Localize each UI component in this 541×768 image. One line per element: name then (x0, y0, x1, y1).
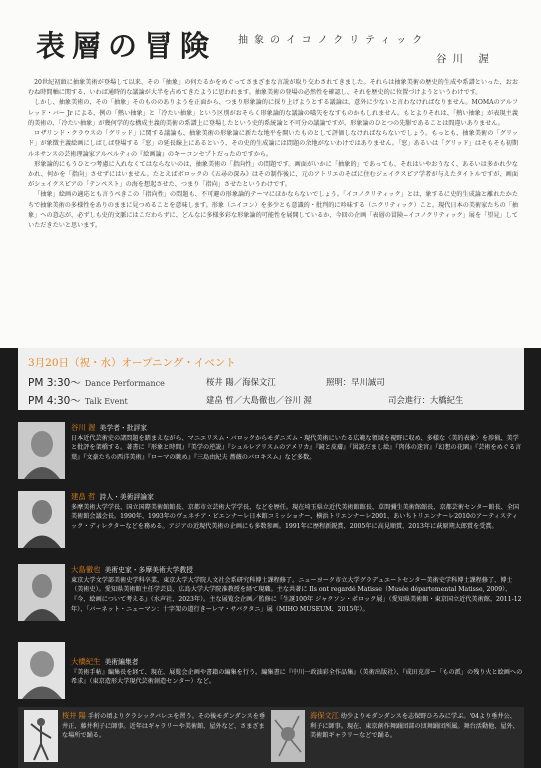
portrait-photo (18, 422, 65, 479)
dancer-body: 手折の頃よりクラシックバレエを習う。その後モダンダンスを垂井正、藤井利子に師事。近年はギャラリーや美術館、屋外など、さまざまな場所で踊る。 (62, 713, 266, 740)
portrait-photo (18, 491, 65, 548)
event-time: PM 3:30〜 (28, 377, 81, 389)
event-row-dance (28, 375, 165, 390)
event-row-talk (28, 393, 128, 408)
event-moderator: 司会進行：大橋紀生 (388, 395, 464, 405)
dancer-photo (271, 710, 305, 762)
essay-paragraph: 「抽象」絵画の適応とも言うべきこの「指向性」の問題も、不可避の形象論的テーマにほかならないでしょう。「イコノクリティック」とは、象するに史的生成論と離れたかたちで抽象美術の多様性をありのままに見つめることを意味します。形象（ニイコン）を多少とも意識的・批判的に吟味する（ニクリティック）こと。現代日本の美術家たちの「抽象」への意志が、必ずしも史的文脈にはこだわらずに、どんなに多様多彩な形象論的可能性を展開しているか、今回の企画「表層の冒険−イコノクリティック」展を「望見」していただきたいと思います。 (28, 191, 518, 230)
profile-body: 東京大学文学部美術史学科卒業、東京大学大学院人文社会系研究科博士課程修了。ニューヨーク市立大学グラデュエートセンター美術史学科博士課程修了、博士（美術史）。愛知県美術館主任学芸員、広島大学大学院准教授を経て現職。主な共著に Ils ont regardé Matisse（Musée départemental Matisse, 2009）、『今、絵画について考える』（水声社、2023年）。主な展覧会企画／監修に「生誕100年 ジャクソン・ポロック展」（愛知県美術館・東京国立近代美術館、2011-12年）、「バーネット・ニューマン：十字架の道行きーレマ・サバクタニ」展（MIHO MUSEUM、2015年）。 (71, 576, 522, 613)
profile-tatehata (18, 491, 523, 557)
essay-section (0, 0, 541, 348)
dancer-body: 幼少よりモダンダンスを志保野ひろみに学ぶ。'04より垂井公、利子に師事。現在、東京創作舞踊団部の団舞踊団所属。舞台活動他、屋外、美術館ギャラリーなどで踊る。 (310, 713, 519, 740)
portrait-photo (18, 642, 65, 699)
event-time: PM 4:30〜 (28, 395, 81, 407)
portrait-photo (18, 564, 65, 621)
profile-body: 多摩美術大学学長、国立国際美術館館長、京都市立芸術大学学長、などを歴任。現在埼玉県立近代美術館館長、草間彌生美術館館長、京都芸術センター館長、全国美術館会議会長。1990年、1993年のヴェネチア・ビエンナーレ日本館コミッショナー、横浜トリエンナーレ2001、あいちトリエンナーレ2010のアーティスティック・ディレクターなどを務める。アジアの近現代美術の企画にも多数参画。1991年に歴程新鋭賞、2005年に高見順賞、2013年に萩原朔太郎賞を受賞。 (71, 503, 520, 531)
profile-name: 建畠 哲 (71, 492, 96, 501)
profile-role: 美術史家・多摩美術大学教授 (104, 566, 193, 574)
dancer-text (62, 710, 267, 741)
profile-text (71, 422, 523, 463)
essay-body (28, 78, 518, 231)
dancer-name: 海保文江 (310, 711, 339, 720)
event-performers: 桜井 陽／海保文江 (206, 377, 276, 387)
profile-role: 美術編集者 (104, 658, 139, 666)
event-lighting: 照明：早川誠司 (326, 377, 385, 387)
essay-paragraph: 20世紀初頭に抽象美術が登場して以来、その「抽象」の何たるかをめぐってさまざまな言説が取り交わされてきました。それらは抽象美術の歴史的生成や系譜といった、おおむね時間軸に関する、いわば通時的な議論が大半を占めてきたように思われます。抽象美術の登場の必然性を確認し、それを歴史的に位置づけようというわけです。 (28, 79, 518, 97)
profile-role: 美学者・批評家 (99, 424, 148, 432)
profile-ohashi (18, 642, 523, 700)
profile-name: 大橋紀生 (71, 657, 101, 666)
dancer-text (310, 710, 520, 741)
profile-text (71, 656, 523, 687)
profile-body: 日本近代芸術史の諸問題を踏まえながら、マニエリスム・バロックからモダニズム・現代美術にいたる広範な領域を視野に収め、多様な〈美的表象〉を渉猟、美学と批評を架橋する。著書に『形象と時間』『美学の逆説』『シュルレアリスムのアメリカ』『鏡と皮膚』『図説だまし絵』『肉体の迷宮』『幻想の花園』『芸術をめぐる言葉』『文豪たちの西洋美術』『ローマの眺め』『三島由紀夫 薔薇のバロキスム』など多数。 (71, 434, 522, 462)
essay-author: 谷川 渥 (436, 53, 495, 65)
event-label: Talk Event (84, 397, 128, 406)
profile-role: 詩人・美術評論家 (99, 493, 154, 501)
exhibition-title: 表層の冒険 (36, 29, 217, 63)
essay-paragraph: 形象論的にもうひとつ考慮に入れなくてはならないのは、抽象美術の「指向性」の問題です。画面がいかに「抽象的」であっても、それはいやおうなく、あるいは多かれ少なかれ、何かを「指向」させずにはいません。たとえばボロックの《五尋の深み》はその制作後に、元のアトリエのそばに住むジェイクスピア学者が与えたタイトルですが、画面がシェイクスピアの「テンペスト」の海を想起させた、つまり「指向」させたというわけです。 (28, 160, 518, 189)
dancers-section (18, 707, 524, 768)
event-label: Dance Performance (84, 379, 165, 388)
dancer-name: 桜井 陽 (62, 711, 86, 720)
profile-name: 谷川 渥 (71, 423, 96, 432)
profile-body: 『美術手帖』編集長を経て、現在、展覧会企画や書籍の編集を行う。編集書に『中川一政油彩全作品集』（美術出版社）、『成田克彦ー「もの派」の残り火と絵画への希求』（東京造形大学現代芸術創造センター）など。 (71, 668, 523, 686)
profile-text (71, 564, 523, 615)
profile-oshima (18, 564, 523, 638)
dancer-photo (24, 710, 58, 762)
profile-tanigawa (18, 422, 523, 484)
exhibition-subtitle: 抽象のイコノクリティック (238, 35, 429, 46)
essay-paragraph: ロザリンド・クラウスの「グリッド」に関する議論も、抽象美術の形象論に新たな地平を開いたものとして評価しなければならないでしょう。もっとも、抽象美術の「グリッド」が象徴主義絵画にしばしば登場する「窓」の延長線上にあるという、その史的生成論には問題の余地がないわけではありません。「窓」あるいは「グリッド」はそもそも初期ルネサンスの芸術理論家アルベルティの『絵画論』のキーコンセプトだったのですから。 (28, 130, 518, 158)
profile-name: 大島徹也 (71, 565, 101, 574)
event-speakers: 建畠 哲／大島徹也／谷川 渥 (206, 395, 312, 405)
opening-event-box (18, 348, 524, 410)
profile-text (71, 491, 523, 532)
event-date: 3月20日（祝・水）オープニング・イベント (28, 357, 236, 369)
essay-paragraph: しかし、抽象美術の、その「抽象」そのもののありようを正面から、つまり形象論的に採り上げようとする議論は、意外に少ないと言わなければなりません。MOMAのアルフレッド・バー Jr による、例の「熱い抽象」と「冷たい抽象」という区別がおそらく形象論的な議論の嚆矢をなすものかもしれません。もとよりそれは、「熱い抽象」が表現主義的美術の、「冷たい抽象」が幾何学的な構成主義的美術の系譜上に登場したという史的系統論と不可分の議論ですが、形象論のひとつの先駆であることは間違いありません。 (28, 99, 518, 127)
